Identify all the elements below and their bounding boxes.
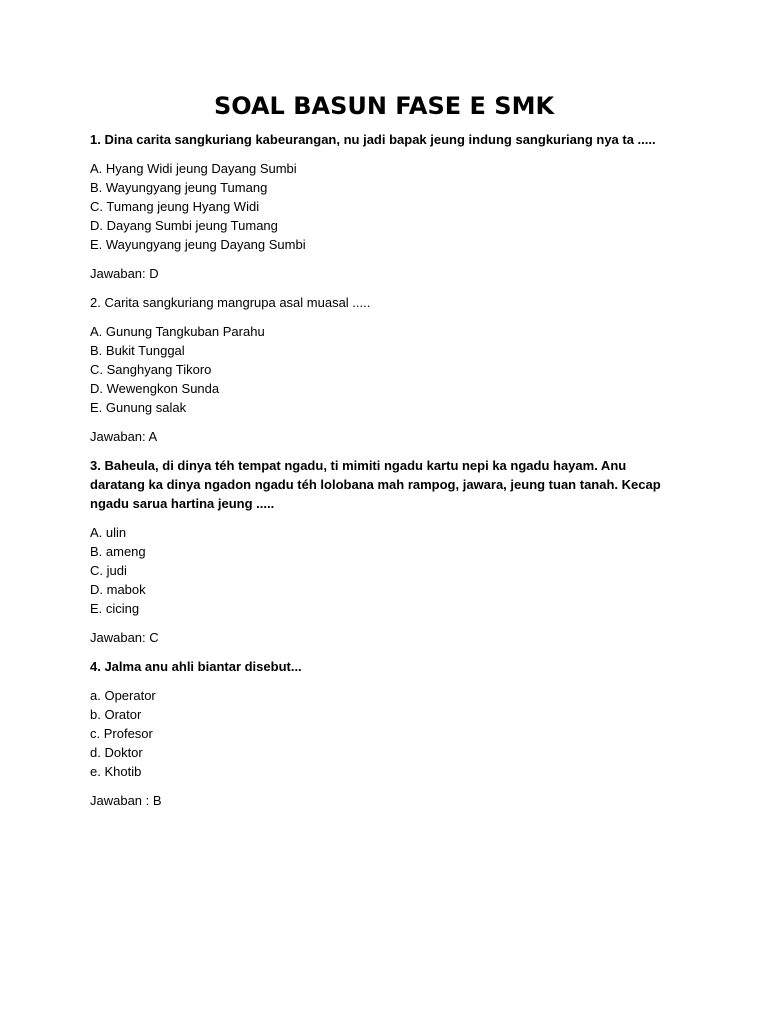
option-item: E. cicing [90,601,140,616]
option-item: c. Profesor [90,726,153,741]
option-item: B. Wayungyang jeung Tumang [90,180,268,195]
options-list [90,322,680,417]
question-block-1 [90,130,680,283]
option-item: d. Doktor [90,745,143,760]
options-list [90,523,680,618]
option-item: B. Bukit Tunggal [90,343,185,358]
option-item: E. Gunung salak [90,400,187,415]
option-item: b. Orator [90,707,142,722]
option-item: A. Hyang Widi jeung Dayang Sumbi [90,161,297,176]
question-text: 2. Carita sangkuriang mangrupa asal muasal ..... [90,295,371,310]
option-item: C. judi [90,563,127,578]
question-text: 1. Dina carita sangkuriang kabeurangan, nu jadi bapak jeung indung sangkuriang nya ta ..... [90,132,656,147]
option-item: a. Operator [90,688,156,703]
options-list [90,159,680,254]
question-block-3 [90,456,680,647]
option-item: B. ameng [90,544,146,559]
option-item: D. Dayang Sumbi jeung Tumang [90,218,278,233]
option-item: D. mabok [90,582,146,597]
answer-text: Jawaban : B [90,793,162,808]
options-list [90,686,680,781]
option-item: C. Tumang jeung Hyang Widi [90,199,260,214]
option-item: e. Khotib [90,764,142,779]
question-text: 4. Jalma anu ahli biantar disebut... [90,659,302,674]
option-item: A. ulin [90,525,127,540]
document-body [90,130,680,820]
question-block-4 [90,657,680,810]
option-item: C. Sanghyang Tikoro [90,362,212,377]
answer-text: Jawaban: D [90,266,159,281]
question-text: 3. Baheula, di dinya téh tempat ngadu, ti mimiti ngadu kartu nepi ka ngadu hayam. Anu daratang ka dinya ngadon ngadu téh lolobana mah rampog, jawara, jeung tuan tanah. Kecap ngadu sarua hartina jeung ..... [90,458,661,511]
option-item: E. Wayungyang jeung Dayang Sumbi [90,237,306,252]
question-block-2 [90,293,680,446]
option-item: D. Wewengkon Sunda [90,381,220,396]
option-item: A. Gunung Tangkuban Parahu [90,324,265,339]
answer-text: Jawaban: A [90,429,158,444]
answer-text: Jawaban: C [90,630,159,645]
document-title: SOAL BASUN FASE E SMK [213,92,555,120]
